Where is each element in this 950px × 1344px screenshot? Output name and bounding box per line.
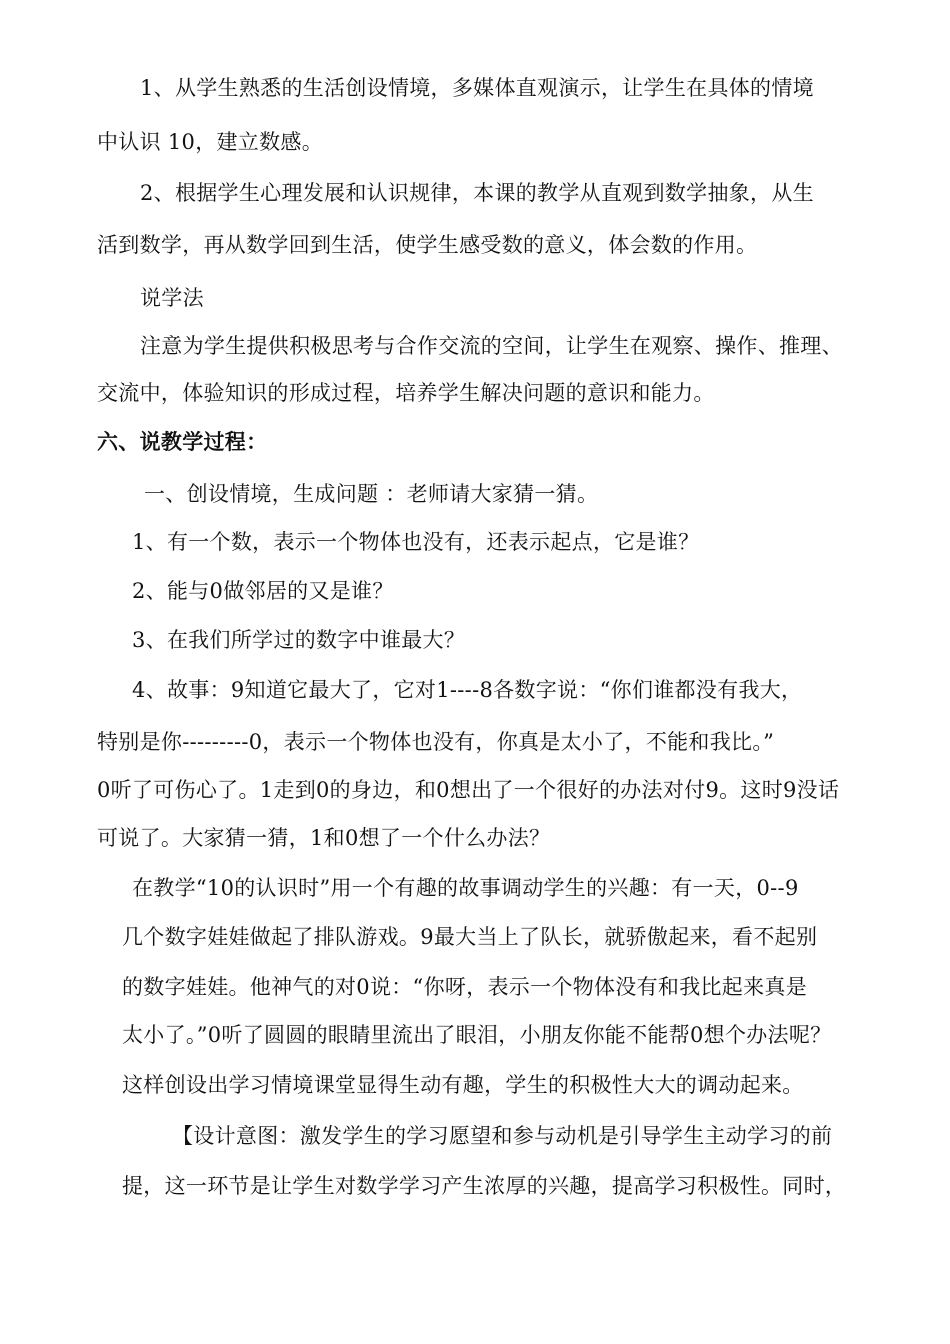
subsection-heading-1: 一、创设情境，生成问题 ：老师请大家猜一猜。	[144, 482, 599, 506]
story-line4: 可说了。大家猜一猜，1和0想了一个什么办法？	[97, 826, 551, 850]
para3-line2: 交流中，体验知识的形成过程，培养学生解决问题的意识和能力。	[97, 381, 715, 405]
section-heading-teaching-process: 六、说教学过程：	[97, 429, 268, 454]
para1-line1: 1、从学生熟悉的生活创设情境，多媒体直观演示，让学生在具体的情境	[140, 76, 814, 100]
design-intent-line2: 提，这一环节是让学生对数学学习产生浓厚的兴趣，提高学习积极性。同时，	[122, 1174, 847, 1198]
story-line2: 特别是你---------0，表示一个物体也没有，你真是太小了，不能和我比。”	[97, 730, 775, 754]
para4-line1: 在教学“10的认识时”用一个有趣的故事调动学生的兴趣：有一天，0--9	[132, 876, 799, 900]
heading-study-method: 说学法	[140, 286, 204, 310]
question-1: 1、有一个数，表示一个物体也没有，还表示起点，它是谁？	[132, 530, 700, 554]
question-2: 2、能与0做邻居的又是谁？	[132, 579, 394, 603]
para4-line3: 的数字娃娃。他神气的对0说：“你呀，表示一个物体没有和我比起来真是	[122, 975, 807, 999]
para4-line2: 几个数字娃娃做起了排队游戏。9最大当上了队长，就骄傲起来，看不起别	[122, 925, 818, 949]
para2-line1: 2、根据学生心理发展和认识规律，本课的教学从直观到数学抽象，从生	[140, 181, 814, 205]
design-intent-line1: 【设计意图：激发学生的学习愿望和参与动机是引导学生主动学习的前	[172, 1124, 833, 1148]
para3-line1: 注意为学生提供积极思考与合作交流的空间，让学生在观察、操作、推理、	[140, 334, 843, 358]
story-line3: 0听了可伤心了。1走到0的身边，和0想出了一个很好的办法对付9。这时9没话	[97, 778, 840, 802]
para2-line2: 活到数学，再从数学回到生活，使学生感受数的意义，体会数的作用。	[97, 233, 758, 257]
para1-line2: 中认识 10，建立数感。	[97, 130, 323, 154]
para4-line5: 这样创设出学习情境课堂显得生动有趣，学生的积极性大大的调动起来。	[122, 1073, 804, 1097]
story-line1: 4、故事：9知道它最大了，它对1----8各数字说：“你们谁都没有我大，	[132, 678, 803, 702]
question-3: 3、在我们所学过的数字中谁最大？	[132, 628, 466, 652]
para4-line4: 太小了。”0听了圆圆的眼睛里流出了眼泪，小朋友你能不能帮0想个办法呢？	[122, 1023, 832, 1047]
